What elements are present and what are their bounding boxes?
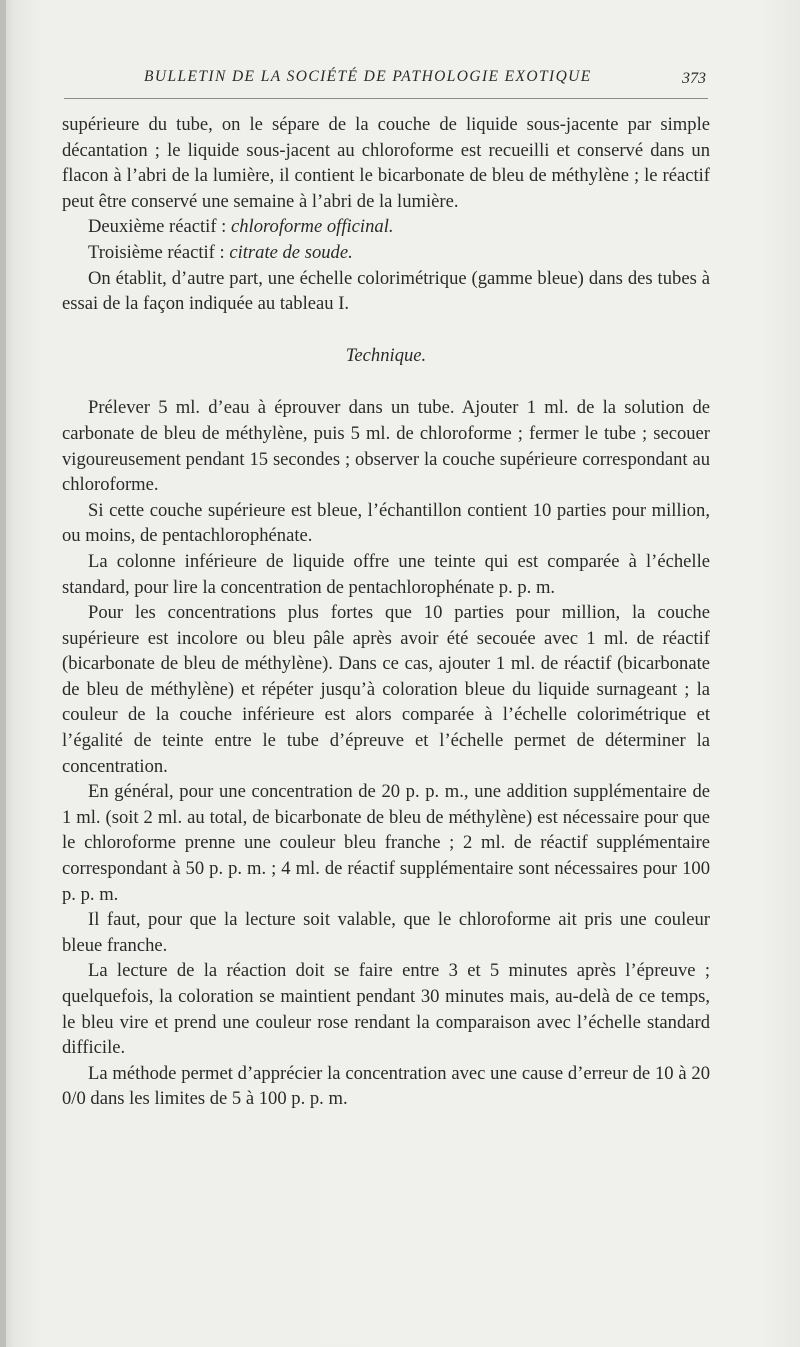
page-number: 373 [682, 70, 706, 87]
paragraph-reading-time: La lecture de la réaction doit se faire entre 3 et 5 minutes après l’épreuve ; quelquefois, la coloration se maintient pendant 30 minutes mais, au-delà de ce temps, le bleu vire et prend une couleur rose rendant la comparaison avec l’échelle standard difficile. [62, 960, 710, 1059]
paragraph-lower-column: La colonne inférieure de liquide offre une teinte qui est comparée à l’échelle standard, pour lire la concentration de pentachlorophénate p. p. m. [62, 550, 710, 598]
article-body [62, 112, 710, 1112]
third-reagent-label: Troisième réactif : [88, 241, 230, 263]
page-binding-edge [0, 0, 6, 1347]
paragraph-validity: Il faut, pour que la lecture soit valable, que le chloroforme ait pris une couleur bleue franche. [62, 909, 710, 956]
section-heading-technique: Technique. [345, 344, 427, 366]
header-rule [64, 98, 708, 99]
paragraph-accuracy: La méthode permet d’apprécier la concentration avec une cause d’erreur de 10 à 20 0/0 dans les limites de 5 à 100 p. p. m. [62, 1062, 710, 1110]
third-reagent-name: citrate de soude. [229, 241, 353, 263]
paragraph-general: En général, pour une concentration de 20 p. p. m., une addition supplémentaire de 1 ml. (soit 2 ml. au total, de bicarbonate de bleu de méthylène) est nécessaire pour que le chloroforme prenne une couleur bleu franche ; 2 ml. de réactif supplémentaire correspondant à 50 p. p. m. ; 4 ml. de réactif supplémentaire sont nécessaires pour 100 p. p. m. [62, 781, 710, 905]
paragraph-procedure: Prélever 5 ml. d’eau à éprouver dans un tube. Ajouter 1 ml. de la solution de carbonate de bleu de méthylène, puis 5 ml. de chloroforme ; fermer le tube ; secouer vigoureusement pendant 15 secondes ; observer la couche supérieure correspondant au chloroforme. [62, 397, 710, 496]
paragraph-colorimetric-scale: On établit, d’autre part, une échelle colorimétrique (gamme bleue) dans des tubes à essai de la façon indiquée au tableau I. [62, 267, 710, 315]
paragraph-blue-layer: Si cette couche supérieure est bleue, l’échantillon contient 10 parties pour million, ou moins, de pentachlorophénate. [62, 499, 710, 547]
paragraph-high-concentrations: Pour les concentrations plus fortes que 10 parties pour million, la couche supérieure est incolore ou bleu pâle après avoir été secouée avec 1 ml. de réactif (bicarbonate de bleu de méthylène). Dans ce cas, ajouter 1 ml. de réactif (bicarbonate de bleu de méthylène) et répéter jusqu’à coloration bleue du liquide surnageant ; la couleur de la couche inférieure est alors comparée à l’échelle colorimétrique et l’égalité de teinte entre le tube d’épreuve et l’échelle permet de déterminer la concentration. [62, 602, 710, 777]
running-title: BULLETIN DE LA SOCIÉTÉ DE PATHOLOGIE EXOTIQUE [144, 68, 592, 85]
paragraph-third-reagent [62, 240, 710, 266]
page-header [62, 68, 708, 94]
second-reagent-label: Deuxième réactif : [88, 216, 231, 238]
second-reagent-name: chloroforme officinal. [231, 216, 394, 238]
paragraph-second-reagent [62, 214, 710, 240]
paragraph-continuation: supérieure du tube, on le sépare de la couche de liquide sous-jacente par simple décantation ; le liquide sous-jacent au chloroforme est recueilli et conservé dans un flacon à l’abri de la lumière, il contient le bicarbonate de bleu de méthylène ; le réactif peut être conservé une semaine à l’abri de la lumière. [62, 114, 710, 212]
